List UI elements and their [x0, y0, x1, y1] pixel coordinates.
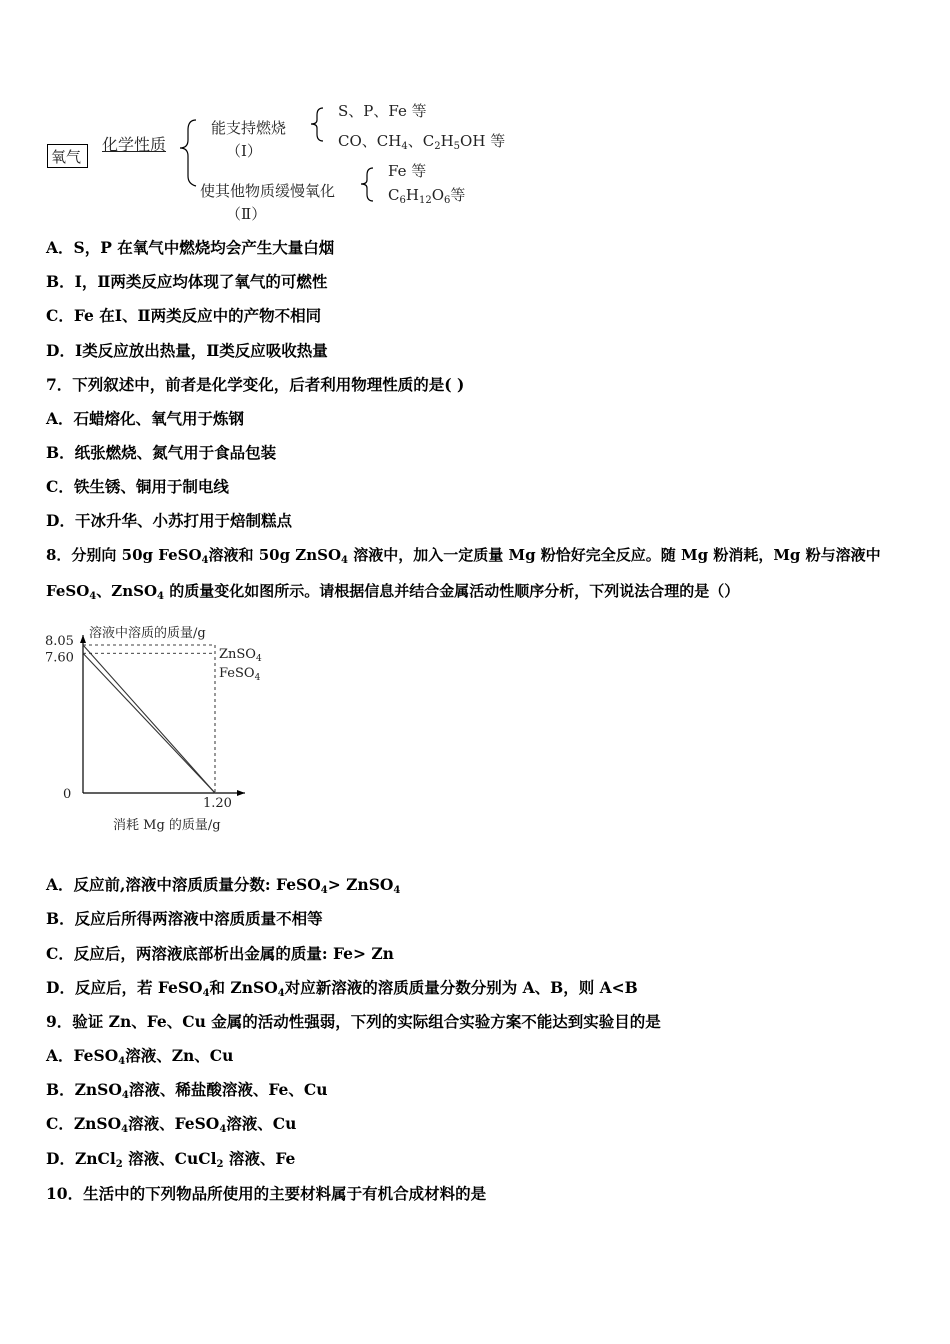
q6-option-c: C．Fe 在Ⅰ、Ⅱ两类反应中的产物不相同 [46, 306, 322, 325]
series-label-subscript: 4 [254, 673, 261, 683]
chem-prop-label: 化学性质 [102, 135, 167, 154]
series-label-subscript: 4 [255, 654, 262, 664]
q8-chart [40, 615, 300, 845]
burn-examples-1: S、P、Fe 等 [338, 102, 427, 120]
q7-stem: 7．下列叙述中，前者是化学变化，后者利用物理性质的是( ) [46, 375, 465, 394]
q7-option-a: A．石蜡熔化、氧气用于炼钢 [46, 409, 245, 428]
slow-examples-1: Fe 等 [388, 162, 427, 180]
q6-option-b: B．Ⅰ，Ⅱ两类反应均体现了氧气的可燃性 [46, 272, 328, 291]
series-label-FeSO4: FeSO$_4$ [219, 666, 261, 683]
q9-option-c: C．ZnSO4溶液、FeSO4溶液、Cu [46, 1114, 297, 1135]
slow-oxidation-label: 使其他物质缓慢氧化 [200, 182, 336, 200]
q8-option-a: A．反应前,溶液中溶质质量分数: FeSO4> ZnSO4 [46, 875, 401, 896]
q10-stem: 10．生活中的下列物品所使用的主要材料属于有机合成材料的是 [46, 1184, 487, 1203]
q9-option-d: D．ZnCl2 溶液、CuCl2 溶液、Fe [46, 1149, 296, 1170]
burn-brace [305, 104, 335, 146]
q8-stem-line2: FeSO$_4$、ZnSO$_4$ 的质量变化如图所示。请根据信息并结合金属活动性顺序分析，下列说法合理的是（） [46, 582, 740, 602]
q8-option-b: B．反应后所得两溶液中溶质质量不相等 [46, 909, 323, 928]
y-tick-label: 8.05 [45, 634, 74, 649]
slow-number: （Ⅱ） [226, 205, 267, 223]
x-axis-arrow [237, 790, 245, 796]
y-axis-arrow [80, 635, 86, 643]
origin-label: 0 [63, 787, 72, 802]
oxygen-box [47, 144, 88, 168]
q9-option-a: A．FeSO4溶液、Zn、Cu [46, 1046, 234, 1067]
q9-stem: 9．验证 Zn、Fe、Cu 金属的活动性强弱，下列的实际组合实验方案不能达到实验目的是 [46, 1012, 661, 1031]
q7-option-b: B．纸张燃烧、氮气用于食品包装 [46, 443, 277, 462]
q8-chart-svg [40, 615, 300, 845]
series-line-FeSO4 [83, 653, 215, 793]
q7-option-d: D．干冰升华、小苏打用于焙制糕点 [46, 511, 292, 530]
slow-brace [355, 164, 385, 206]
x-tick-label: 1.20 [203, 796, 232, 811]
q8-option-d: D．反应后，若 FeSO4和 ZnSO4对应新溶液的溶质质量分数分别为 A、B，则 A<B [46, 978, 638, 999]
x-axis-label: 消耗 Mg 的质量/g [113, 818, 221, 833]
q8-option-c: C．反应后，两溶液底部析出金属的质量: Fe> Zn [46, 944, 394, 963]
y-axis-label: 溶液中溶质的质量/g [89, 626, 206, 641]
q8-stem-line1: 8．分别向 50g FeSO$_4$溶液和 50g ZnSO$_4$ 溶液中，加入一定质量 Mg 粉恰好完全反应。随 Mg 粉消耗，Mg 粉与溶液中 [46, 546, 881, 566]
burn-examples-2: CO、$CH_4$、$C_2H_5OH$ 等 [338, 132, 506, 152]
oxygen-label: 氧气 [51, 148, 82, 166]
slow-examples-2: $C_6H_{12}O_6$等 [388, 186, 466, 206]
q7-option-c: C．铁生锈、铜用于制电线 [46, 477, 229, 496]
q6-option-d: D．Ⅰ类反应放出热量，Ⅱ类反应吸收热量 [46, 341, 328, 360]
y-tick-label: 7.60 [45, 650, 74, 666]
q6-option-a: A．S，P 在氧气中燃烧均会产生大量白烟 [46, 238, 335, 257]
burn-number: （Ⅰ） [226, 142, 262, 160]
burn-label: 能支持燃烧 [211, 119, 287, 137]
q9-option-b: B．ZnSO4溶液、稀盐酸溶液、Fe、Cu [46, 1080, 328, 1101]
series-label-ZnSO4: ZnSO$_4$ [219, 647, 262, 664]
series-line-ZnSO4 [83, 645, 215, 793]
